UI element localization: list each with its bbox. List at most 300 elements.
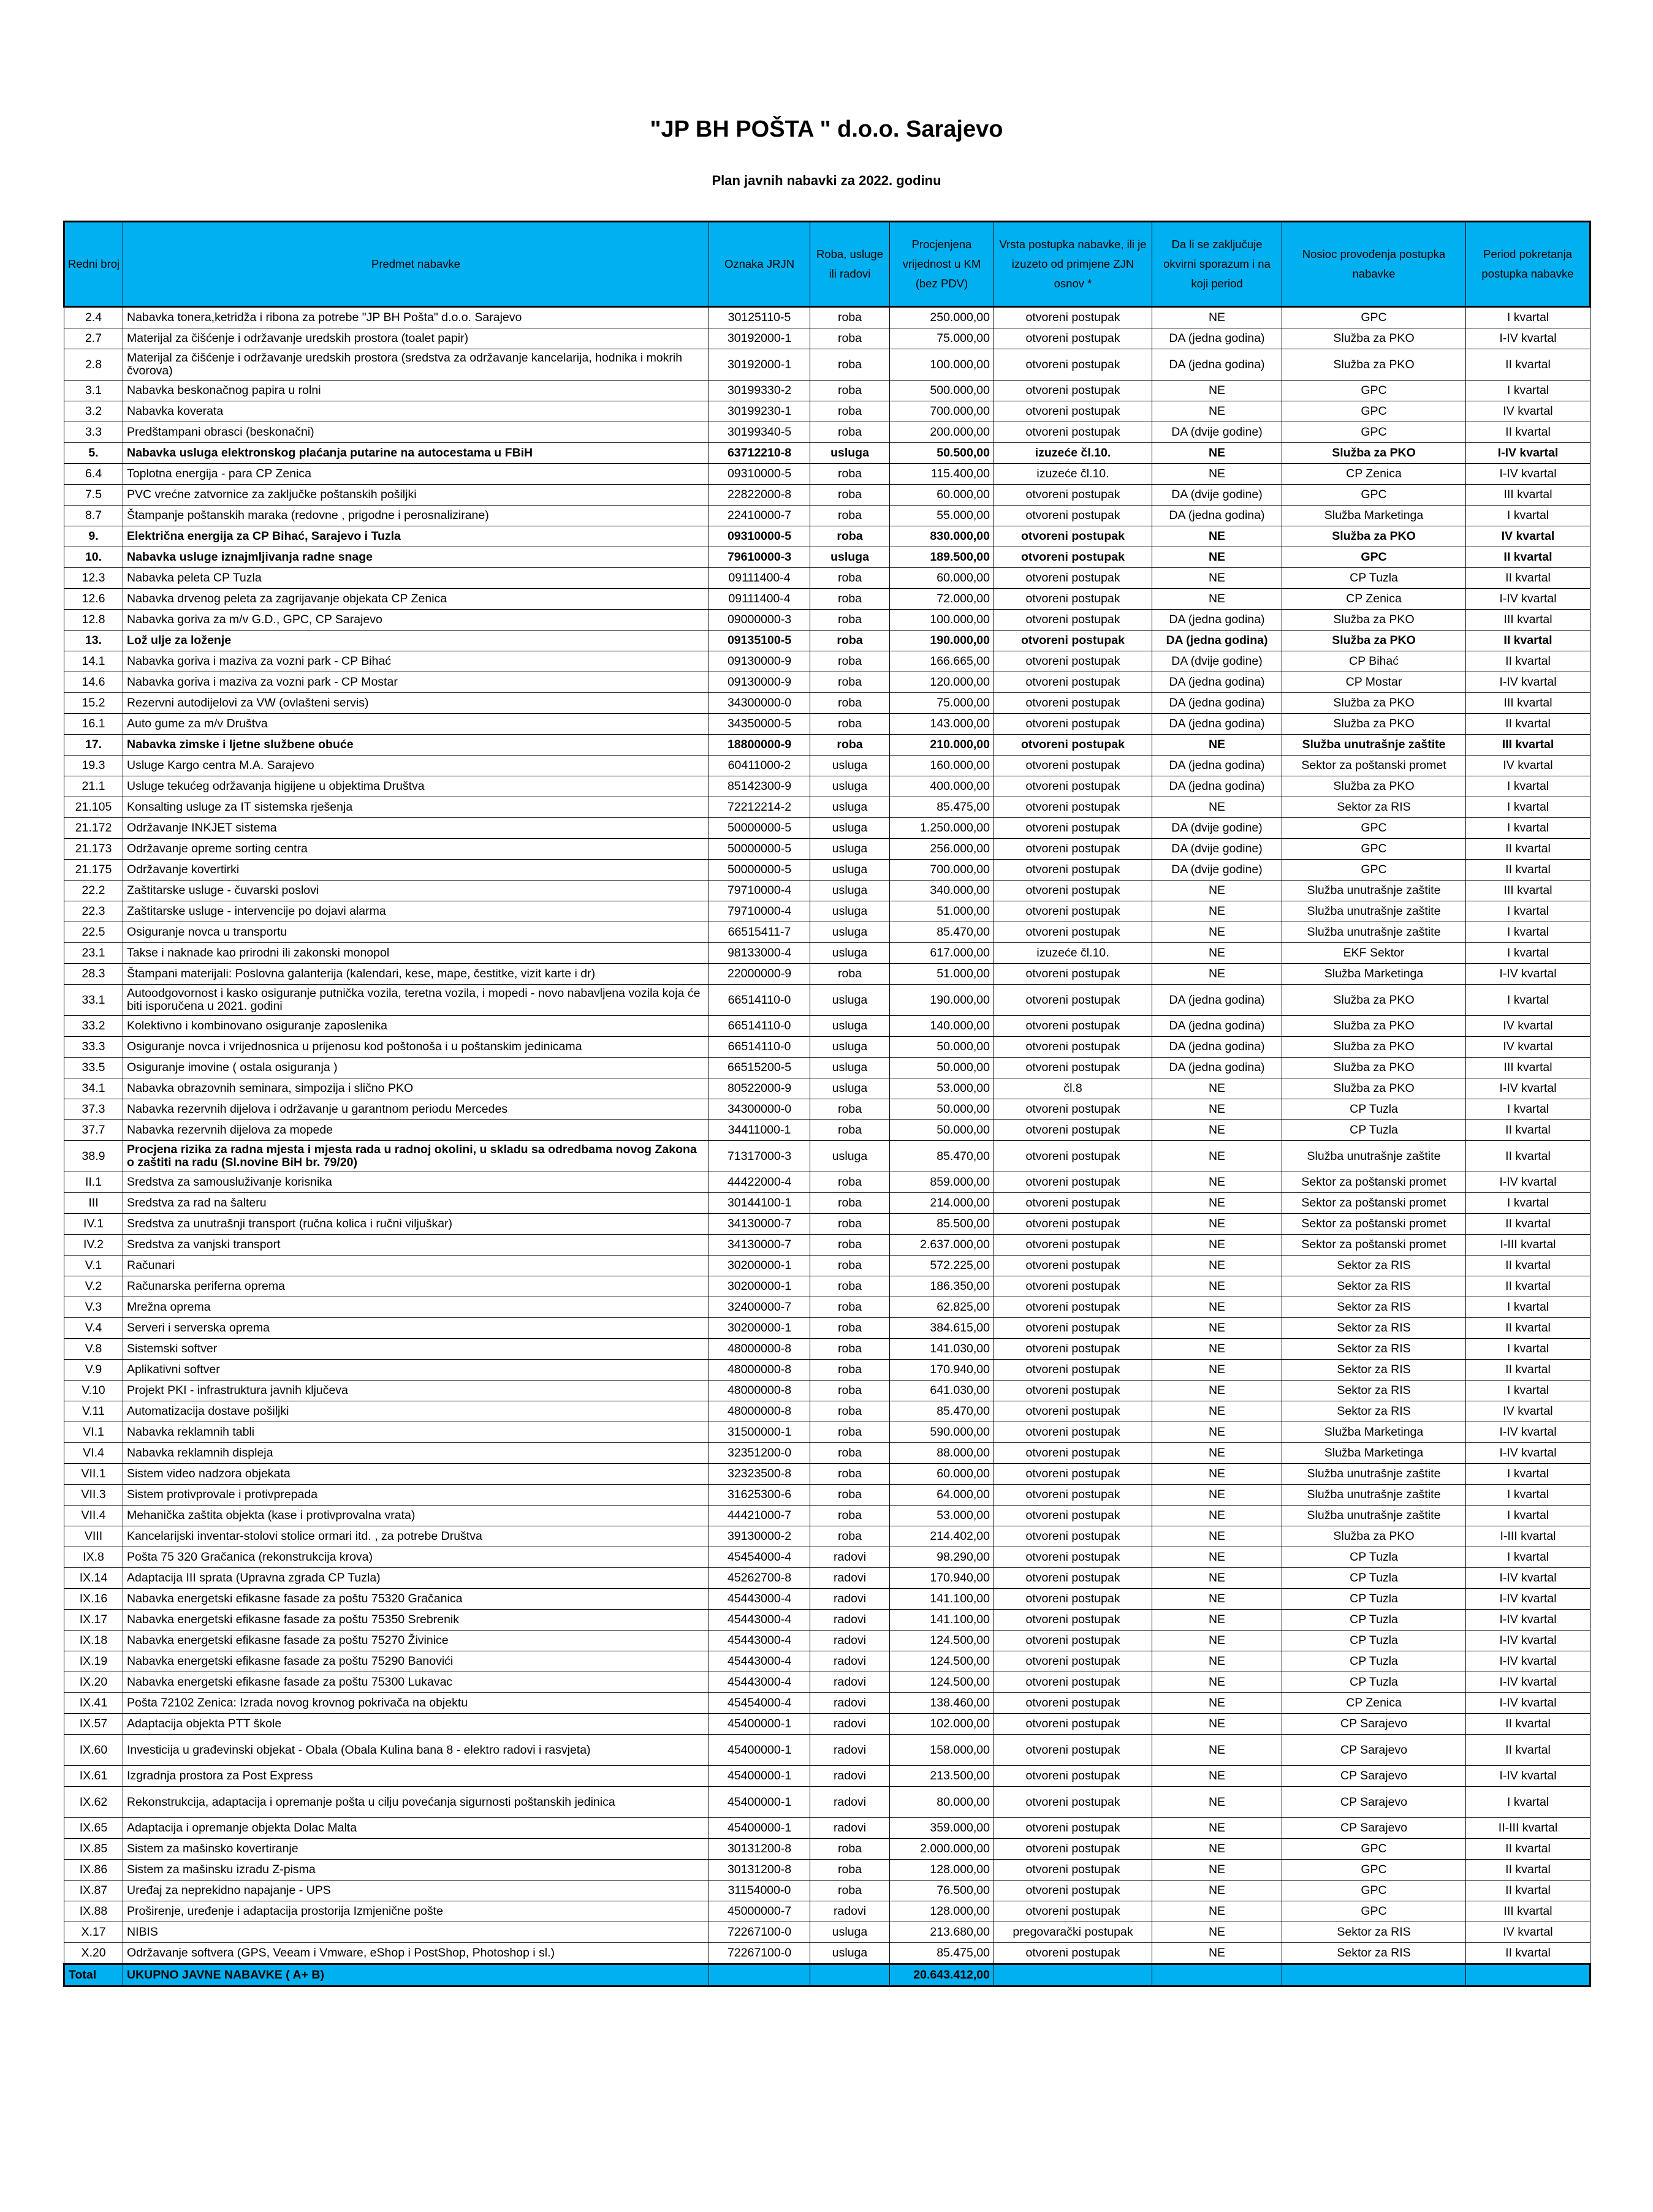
table-row xyxy=(64,1016,1590,1037)
cell-oznaka-jrjn: 09135100-5 xyxy=(709,631,810,651)
cell-period-pokretanja: II kvartal xyxy=(1466,631,1590,651)
cell-procjenjena-vrijednost: 2.000.000,00 xyxy=(890,1839,994,1860)
cell-period-pokretanja: I kvartal xyxy=(1466,901,1590,922)
cell-period-pokretanja: I kvartal xyxy=(1466,1464,1590,1485)
header-procjenjena-vrijednost: Procjenjena vrijednost u KM (bez PDV) xyxy=(890,222,994,307)
cell-predmet-nabavke: Procjena rizika za radna mjesta i mjesta rada u radnoj okolini, u skladu sa odredbama novog Zakona o zaštiti na radu (Sl.novine BiH br. 79/20) xyxy=(123,1141,709,1172)
cell-vrsta-postupka: otvoreni postupak xyxy=(994,1526,1152,1547)
cell-vrsta-robe: radovi xyxy=(810,1901,890,1922)
cell-okvirni-sporazum: NE xyxy=(1152,568,1282,589)
cell-predmet-nabavke: Adaptacija i opremanje objekta Dolac Malta xyxy=(123,1818,709,1839)
table-row xyxy=(64,1193,1590,1214)
cell-okvirni-sporazum: NE xyxy=(1152,1766,1282,1787)
cell-period-pokretanja: I kvartal xyxy=(1466,1297,1590,1318)
cell-oznaka-jrjn: 85142300-9 xyxy=(709,776,810,797)
cell-vrsta-robe: roba xyxy=(810,1422,890,1443)
cell-period-pokretanja: III kvartal xyxy=(1466,610,1590,631)
cell-nosioc-postupka: Služba Marketinga xyxy=(1282,1422,1466,1443)
cell-vrsta-robe: usluga xyxy=(810,1141,890,1172)
cell-redni-broj: 21.175 xyxy=(64,860,123,881)
cell-nosioc-postupka: Sektor za RIS xyxy=(1282,1943,1466,1964)
cell-predmet-nabavke: Usluge tekućeg održavanja higijene u objektima Društva xyxy=(123,776,709,797)
cell-nosioc-postupka: Služba unutrašnje zaštite xyxy=(1282,1506,1466,1526)
cell-vrsta-robe: roba xyxy=(810,506,890,526)
cell-redni-broj: 14.1 xyxy=(64,651,123,672)
cell-vrsta-postupka: otvoreni postupak xyxy=(994,797,1152,818)
cell-vrsta-robe: radovi xyxy=(810,1547,890,1568)
cell-oznaka-jrjn: 34130000-7 xyxy=(709,1235,810,1256)
cell-vrsta-robe: roba xyxy=(810,589,890,610)
cell-period-pokretanja: I kvartal xyxy=(1466,1506,1590,1526)
table-row xyxy=(64,381,1590,401)
cell-redni-broj: IX.60 xyxy=(64,1735,123,1766)
cell-period-pokretanja: I-IV kvartal xyxy=(1466,1568,1590,1589)
cell-okvirni-sporazum: DA (dvije godine) xyxy=(1152,839,1282,860)
cell-procjenjena-vrijednost: 50.000,00 xyxy=(890,1037,994,1058)
cell-vrsta-robe: usluga xyxy=(810,881,890,901)
table-row xyxy=(64,1818,1590,1839)
table-body xyxy=(64,307,1590,1964)
cell-nosioc-postupka: Služba za PKO xyxy=(1282,1058,1466,1078)
cell-okvirni-sporazum: NE xyxy=(1152,964,1282,985)
header-okvirni-sporazum: Da li se zaključuje okvirni sporazum i na koji period xyxy=(1152,222,1282,307)
cell-nosioc-postupka: Služba za PKO xyxy=(1282,631,1466,651)
cell-nosioc-postupka: CP Tuzla xyxy=(1282,1547,1466,1568)
cell-vrsta-robe: roba xyxy=(810,1235,890,1256)
cell-vrsta-postupka: otvoreni postupak xyxy=(994,1297,1152,1318)
cell-period-pokretanja: II kvartal xyxy=(1466,1256,1590,1276)
document-subtitle: Plan javnih nabavki za 2022. godinu xyxy=(712,173,941,188)
cell-nosioc-postupka: Sektor za RIS xyxy=(1282,1256,1466,1276)
cell-redni-broj: IX.20 xyxy=(64,1672,123,1693)
cell-period-pokretanja: I-IV kvartal xyxy=(1466,1443,1590,1464)
cell-redni-broj: V.4 xyxy=(64,1318,123,1339)
table-row xyxy=(64,485,1590,506)
table-row xyxy=(64,1422,1590,1443)
table-row xyxy=(64,631,1590,651)
cell-vrsta-robe: roba xyxy=(810,714,890,735)
table-row xyxy=(64,526,1590,547)
cell-procjenjena-vrijednost: 51.000,00 xyxy=(890,964,994,985)
cell-oznaka-jrjn: 45262700-8 xyxy=(709,1568,810,1589)
cell-nosioc-postupka: Sektor za poštanski promet xyxy=(1282,1193,1466,1214)
cell-period-pokretanja: IV kvartal xyxy=(1466,1016,1590,1037)
cell-procjenjena-vrijednost: 120.000,00 xyxy=(890,672,994,693)
cell-vrsta-robe: usluga xyxy=(810,547,890,568)
table-row xyxy=(64,1787,1590,1818)
cell-predmet-nabavke: Nabavka obrazovnih seminara, simpozija i slično PKO xyxy=(123,1078,709,1099)
cell-procjenjena-vrijednost: 617.000,00 xyxy=(890,943,994,964)
cell-vrsta-postupka: otvoreni postupak xyxy=(994,1214,1152,1235)
cell-vrsta-robe: roba xyxy=(810,464,890,485)
cell-vrsta-robe: usluga xyxy=(810,860,890,881)
cell-nosioc-postupka: CP Tuzla xyxy=(1282,1631,1466,1651)
cell-okvirni-sporazum: NE xyxy=(1152,526,1282,547)
cell-vrsta-robe: usluga xyxy=(810,943,890,964)
cell-vrsta-postupka: otvoreni postupak xyxy=(994,631,1152,651)
cell-predmet-nabavke: Nabavka energetski efikasne fasade za poštu 75270 Živinice xyxy=(123,1631,709,1651)
cell-procjenjena-vrijednost: 50.500,00 xyxy=(890,443,994,464)
table-row xyxy=(64,1297,1590,1318)
cell-period-pokretanja: IV kvartal xyxy=(1466,526,1590,547)
cell-predmet-nabavke: Nabavka goriva i maziva za vozni park - CP Mostar xyxy=(123,672,709,693)
cell-nosioc-postupka: Služba unutrašnje zaštite xyxy=(1282,1141,1466,1172)
cell-procjenjena-vrijednost: 124.500,00 xyxy=(890,1631,994,1651)
cell-redni-broj: V.9 xyxy=(64,1360,123,1381)
cell-okvirni-sporazum: NE xyxy=(1152,1360,1282,1381)
cell-okvirni-sporazum: DA (jedna godina) xyxy=(1152,672,1282,693)
cell-oznaka-jrjn: 45400000-1 xyxy=(709,1766,810,1787)
table-row xyxy=(64,401,1590,422)
cell-period-pokretanja: II kvartal xyxy=(1466,1735,1590,1766)
cell-redni-broj: V.8 xyxy=(64,1339,123,1360)
cell-vrsta-postupka: otvoreni postupak xyxy=(994,776,1152,797)
cell-procjenjena-vrijednost: 50.000,00 xyxy=(890,1099,994,1120)
cell-oznaka-jrjn: 79710000-4 xyxy=(709,881,810,901)
table-row xyxy=(64,589,1590,610)
cell-vrsta-robe: usluga xyxy=(810,818,890,839)
table-row xyxy=(64,1485,1590,1506)
cell-vrsta-postupka: otvoreni postupak xyxy=(994,328,1152,349)
cell-period-pokretanja: IV kvartal xyxy=(1466,401,1590,422)
cell-redni-broj: IX.8 xyxy=(64,1547,123,1568)
cell-procjenjena-vrijednost: 400.000,00 xyxy=(890,776,994,797)
cell-nosioc-postupka: CP Zenica xyxy=(1282,589,1466,610)
cell-oznaka-jrjn: 45443000-4 xyxy=(709,1610,810,1631)
cell-okvirni-sporazum: NE xyxy=(1152,1318,1282,1339)
cell-redni-broj: 17. xyxy=(64,735,123,756)
cell-predmet-nabavke: Sistem za mašinsku izradu Z-pisma xyxy=(123,1860,709,1881)
cell-oznaka-jrjn: 45400000-1 xyxy=(709,1818,810,1839)
cell-predmet-nabavke: Takse i naknade kao prirodni ili zakonski monopol xyxy=(123,943,709,964)
cell-oznaka-jrjn: 45400000-1 xyxy=(709,1787,810,1818)
cell-vrsta-postupka: otvoreni postupak xyxy=(994,1672,1152,1693)
cell-predmet-nabavke: Nabavka rezervnih dijelova i održavanje u garantnom periodu Mercedes xyxy=(123,1099,709,1120)
cell-procjenjena-vrijednost: 75.000,00 xyxy=(890,693,994,714)
cell-procjenjena-vrijednost: 189.500,00 xyxy=(890,547,994,568)
cell-vrsta-robe: roba xyxy=(810,1401,890,1422)
cell-vrsta-robe: radovi xyxy=(810,1610,890,1631)
cell-oznaka-jrjn: 80522000-9 xyxy=(709,1078,810,1099)
cell-period-pokretanja: I kvartal xyxy=(1466,1787,1590,1818)
cell-vrsta-robe: roba xyxy=(810,1193,890,1214)
cell-vrsta-robe: radovi xyxy=(810,1651,890,1672)
cell-okvirni-sporazum: NE xyxy=(1152,1506,1282,1526)
cell-predmet-nabavke: Nabavka rezervnih dijelova za mopede xyxy=(123,1120,709,1141)
cell-predmet-nabavke: Nabavka reklamnih displeja xyxy=(123,1443,709,1464)
cell-period-pokretanja: I-IV kvartal xyxy=(1466,1078,1590,1099)
cell-okvirni-sporazum: NE xyxy=(1152,881,1282,901)
cell-oznaka-jrjn: 45443000-4 xyxy=(709,1672,810,1693)
table-row xyxy=(64,1464,1590,1485)
cell-redni-broj: IX.19 xyxy=(64,1651,123,1672)
cell-vrsta-robe: roba xyxy=(810,1881,890,1901)
cell-vrsta-postupka: otvoreni postupak xyxy=(994,1881,1152,1901)
cell-predmet-nabavke: Sistem protivprovale i protivprepada xyxy=(123,1485,709,1506)
cell-vrsta-robe: usluga xyxy=(810,756,890,776)
cell-okvirni-sporazum: NE xyxy=(1152,1818,1282,1839)
cell-redni-broj: 22.2 xyxy=(64,881,123,901)
cell-redni-broj: 8.7 xyxy=(64,506,123,526)
cell-oznaka-jrjn: 44421000-7 xyxy=(709,1506,810,1526)
cell-redni-broj: IX.61 xyxy=(64,1766,123,1787)
cell-okvirni-sporazum: DA (jedna godina) xyxy=(1152,714,1282,735)
cell-vrsta-postupka: otvoreni postupak xyxy=(994,672,1152,693)
cell-procjenjena-vrijednost: 138.460,00 xyxy=(890,1693,994,1714)
cell-period-pokretanja: I-IV kvartal xyxy=(1466,1631,1590,1651)
cell-oznaka-jrjn: 39130000-2 xyxy=(709,1526,810,1547)
cell-vrsta-postupka: otvoreni postupak xyxy=(994,735,1152,756)
cell-okvirni-sporazum: NE xyxy=(1152,401,1282,422)
cell-procjenjena-vrijednost: 256.000,00 xyxy=(890,839,994,860)
cell-nosioc-postupka: GPC xyxy=(1282,1901,1466,1922)
table-row xyxy=(64,1839,1590,1860)
cell-okvirni-sporazum: DA (dvije godine) xyxy=(1152,860,1282,881)
total-subject: UKUPNO JAVNE NABAVKE ( A+ B) xyxy=(123,1964,709,1987)
cell-nosioc-postupka: Sektor za RIS xyxy=(1282,1276,1466,1297)
cell-procjenjena-vrijednost: 51.000,00 xyxy=(890,901,994,922)
cell-vrsta-robe: roba xyxy=(810,401,890,422)
cell-nosioc-postupka: CP Tuzla xyxy=(1282,568,1466,589)
cell-vrsta-robe: roba xyxy=(810,485,890,506)
cell-okvirni-sporazum: DA (jedna godina) xyxy=(1152,349,1282,381)
cell-redni-broj: 12.3 xyxy=(64,568,123,589)
cell-procjenjena-vrijednost: 80.000,00 xyxy=(890,1787,994,1818)
cell-period-pokretanja: I kvartal xyxy=(1466,1381,1590,1401)
table-row xyxy=(64,1547,1590,1568)
cell-period-pokretanja: II kvartal xyxy=(1466,1360,1590,1381)
table-row xyxy=(64,860,1590,881)
table-row xyxy=(64,964,1590,985)
table-row xyxy=(64,1568,1590,1589)
cell-nosioc-postupka: Sektor za RIS xyxy=(1282,1922,1466,1943)
cell-oznaka-jrjn: 66514110-0 xyxy=(709,1037,810,1058)
cell-period-pokretanja: II kvartal xyxy=(1466,349,1590,381)
cell-vrsta-robe: roba xyxy=(810,1839,890,1860)
cell-period-pokretanja: I-IV kvartal xyxy=(1466,1766,1590,1787)
cell-period-pokretanja: I kvartal xyxy=(1466,797,1590,818)
cell-vrsta-postupka: otvoreni postupak xyxy=(994,1693,1152,1714)
cell-oznaka-jrjn: 34300000-0 xyxy=(709,693,810,714)
cell-okvirni-sporazum: NE xyxy=(1152,1193,1282,1214)
cell-oznaka-jrjn: 30200000-1 xyxy=(709,1276,810,1297)
cell-okvirni-sporazum: NE xyxy=(1152,1235,1282,1256)
cell-predmet-nabavke: Nabavka energetski efikasne fasade za poštu 75290 Banovići xyxy=(123,1651,709,1672)
cell-oznaka-jrjn: 22822000-8 xyxy=(709,485,810,506)
total-empty-cell xyxy=(810,1964,890,1987)
cell-okvirni-sporazum: NE xyxy=(1152,381,1282,401)
cell-oznaka-jrjn: 66514110-0 xyxy=(709,1016,810,1037)
cell-predmet-nabavke: Računarska periferna oprema xyxy=(123,1276,709,1297)
cell-okvirni-sporazum: DA (jedna godina) xyxy=(1152,1016,1282,1037)
cell-period-pokretanja: I-IV kvartal xyxy=(1466,1672,1590,1693)
cell-predmet-nabavke: Proširenje, uređenje i adaptacija prostorija Izmjenične pošte xyxy=(123,1901,709,1922)
table-row xyxy=(64,1881,1590,1901)
cell-vrsta-robe: roba xyxy=(810,1526,890,1547)
cell-predmet-nabavke: Lož ulje za loženje xyxy=(123,631,709,651)
cell-nosioc-postupka: GPC xyxy=(1282,422,1466,443)
cell-vrsta-robe: roba xyxy=(810,1360,890,1381)
cell-nosioc-postupka: CP Tuzla xyxy=(1282,1651,1466,1672)
cell-vrsta-robe: usluga xyxy=(810,922,890,943)
cell-oznaka-jrjn: 30200000-1 xyxy=(709,1256,810,1276)
cell-vrsta-robe: roba xyxy=(810,1339,890,1360)
cell-period-pokretanja: I kvartal xyxy=(1466,943,1590,964)
cell-nosioc-postupka: Sektor za poštanski promet xyxy=(1282,756,1466,776)
cell-period-pokretanja: IV kvartal xyxy=(1466,1037,1590,1058)
cell-redni-broj: V.10 xyxy=(64,1381,123,1401)
total-empty-cell xyxy=(994,1964,1152,1987)
cell-nosioc-postupka: EKF Sektor xyxy=(1282,943,1466,964)
cell-oznaka-jrjn: 34350000-5 xyxy=(709,714,810,735)
cell-okvirni-sporazum: NE xyxy=(1152,1714,1282,1735)
cell-vrsta-postupka: otvoreni postupak xyxy=(994,1714,1152,1735)
cell-period-pokretanja: IV kvartal xyxy=(1466,1401,1590,1422)
cell-nosioc-postupka: CP Tuzla xyxy=(1282,1610,1466,1631)
table-row xyxy=(64,1360,1590,1381)
cell-redni-broj: 37.3 xyxy=(64,1099,123,1120)
cell-predmet-nabavke: Sredstva za unutrašnji transport (ručna kolica i ručni viljuškar) xyxy=(123,1214,709,1235)
cell-nosioc-postupka: Sektor za RIS xyxy=(1282,1339,1466,1360)
cell-procjenjena-vrijednost: 55.000,00 xyxy=(890,506,994,526)
cell-predmet-nabavke: Održavanje INKJET sistema xyxy=(123,818,709,839)
cell-predmet-nabavke: Sredstva za rad na šalteru xyxy=(123,1193,709,1214)
cell-period-pokretanja: I kvartal xyxy=(1466,307,1590,328)
cell-oznaka-jrjn: 22410000-7 xyxy=(709,506,810,526)
cell-predmet-nabavke: Izgradnja prostora za Post Express xyxy=(123,1766,709,1787)
header-roba-usluge-radovi: Roba, usluge ili radovi xyxy=(810,222,890,307)
cell-procjenjena-vrijednost: 62.825,00 xyxy=(890,1297,994,1318)
cell-okvirni-sporazum: NE xyxy=(1152,1214,1282,1235)
cell-period-pokretanja: I kvartal xyxy=(1466,818,1590,839)
cell-vrsta-robe: roba xyxy=(810,693,890,714)
cell-period-pokretanja: III kvartal xyxy=(1466,485,1590,506)
cell-vrsta-postupka: otvoreni postupak xyxy=(994,1860,1152,1881)
cell-okvirni-sporazum: NE xyxy=(1152,1943,1282,1964)
cell-redni-broj: IX.86 xyxy=(64,1860,123,1881)
cell-nosioc-postupka: CP Zenica xyxy=(1282,464,1466,485)
cell-procjenjena-vrijednost: 141.030,00 xyxy=(890,1339,994,1360)
table-row xyxy=(64,1339,1590,1360)
cell-period-pokretanja: II kvartal xyxy=(1466,547,1590,568)
cell-redni-broj: 33.2 xyxy=(64,1016,123,1037)
cell-predmet-nabavke: Osiguranje imovine ( ostala osiguranja ) xyxy=(123,1058,709,1078)
cell-predmet-nabavke: Nabavka koverata xyxy=(123,401,709,422)
table-header-row xyxy=(64,222,1590,307)
cell-procjenjena-vrijednost: 143.000,00 xyxy=(890,714,994,735)
cell-vrsta-postupka: otvoreni postupak xyxy=(994,1568,1152,1589)
cell-vrsta-robe: roba xyxy=(810,1099,890,1120)
cell-oznaka-jrjn: 48000000-8 xyxy=(709,1381,810,1401)
table-row xyxy=(64,1589,1590,1610)
cell-procjenjena-vrijednost: 53.000,00 xyxy=(890,1078,994,1099)
cell-okvirni-sporazum: NE xyxy=(1152,1922,1282,1943)
cell-procjenjena-vrijednost: 572.225,00 xyxy=(890,1256,994,1276)
cell-period-pokretanja: II kvartal xyxy=(1466,860,1590,881)
cell-vrsta-robe: radovi xyxy=(810,1818,890,1839)
cell-period-pokretanja: IV kvartal xyxy=(1466,756,1590,776)
cell-nosioc-postupka: CP Sarajevo xyxy=(1282,1766,1466,1787)
cell-procjenjena-vrijednost: 85.475,00 xyxy=(890,797,994,818)
cell-redni-broj: X.20 xyxy=(64,1943,123,1964)
cell-procjenjena-vrijednost: 115.400,00 xyxy=(890,464,994,485)
cell-vrsta-robe: roba xyxy=(810,1443,890,1464)
table-row xyxy=(64,464,1590,485)
cell-vrsta-robe: roba xyxy=(810,1120,890,1141)
cell-oznaka-jrjn: 34411000-1 xyxy=(709,1120,810,1141)
cell-okvirni-sporazum: NE xyxy=(1152,1141,1282,1172)
cell-redni-broj: 22.3 xyxy=(64,901,123,922)
cell-redni-broj: IX.85 xyxy=(64,1839,123,1860)
cell-vrsta-robe: radovi xyxy=(810,1735,890,1766)
cell-procjenjena-vrijednost: 200.000,00 xyxy=(890,422,994,443)
cell-vrsta-robe: roba xyxy=(810,610,890,631)
cell-oznaka-jrjn: 09310000-5 xyxy=(709,464,810,485)
cell-period-pokretanja: III kvartal xyxy=(1466,1901,1590,1922)
cell-redni-broj: 22.5 xyxy=(64,922,123,943)
cell-oznaka-jrjn: 32351200-0 xyxy=(709,1443,810,1464)
cell-predmet-nabavke: Investicija u građevinski objekat - Obala (Obala Kulina bana 8 - elektro radovi i rasvjeta) xyxy=(123,1735,709,1766)
cell-predmet-nabavke: Mrežna oprema xyxy=(123,1297,709,1318)
cell-procjenjena-vrijednost: 124.500,00 xyxy=(890,1651,994,1672)
cell-period-pokretanja: II kvartal xyxy=(1466,1714,1590,1735)
cell-redni-broj: 3.2 xyxy=(64,401,123,422)
cell-period-pokretanja: II kvartal xyxy=(1466,1214,1590,1235)
cell-vrsta-postupka: otvoreni postupak xyxy=(994,1339,1152,1360)
cell-procjenjena-vrijednost: 641.030,00 xyxy=(890,1381,994,1401)
cell-nosioc-postupka: GPC xyxy=(1282,860,1466,881)
cell-vrsta-robe: roba xyxy=(810,349,890,381)
table-row xyxy=(64,839,1590,860)
table-row xyxy=(64,1943,1590,1964)
cell-vrsta-postupka: otvoreni postupak xyxy=(994,1787,1152,1818)
document-title: "JP BH POŠTA " d.o.o. Sarajevo xyxy=(650,116,1003,142)
cell-oznaka-jrjn: 72267100-0 xyxy=(709,1943,810,1964)
cell-oznaka-jrjn: 31154000-0 xyxy=(709,1881,810,1901)
cell-vrsta-robe: roba xyxy=(810,526,890,547)
procurement-table xyxy=(63,221,1591,1987)
cell-vrsta-robe: usluga xyxy=(810,1922,890,1943)
cell-nosioc-postupka: Sektor za RIS xyxy=(1282,1318,1466,1339)
cell-vrsta-robe: usluga xyxy=(810,1016,890,1037)
cell-nosioc-postupka: GPC xyxy=(1282,547,1466,568)
cell-vrsta-postupka: čl.8 xyxy=(994,1078,1152,1099)
cell-vrsta-postupka: otvoreni postupak xyxy=(994,589,1152,610)
cell-okvirni-sporazum: DA (jedna godina) xyxy=(1152,631,1282,651)
cell-okvirni-sporazum: DA (dvije godine) xyxy=(1152,485,1282,506)
cell-redni-broj: IV.1 xyxy=(64,1214,123,1235)
cell-vrsta-robe: roba xyxy=(810,1464,890,1485)
table-row xyxy=(64,443,1590,464)
cell-redni-broj: 21.1 xyxy=(64,776,123,797)
cell-okvirni-sporazum: NE xyxy=(1152,1256,1282,1276)
cell-procjenjena-vrijednost: 50.000,00 xyxy=(890,1058,994,1078)
cell-oznaka-jrjn: 45000000-7 xyxy=(709,1901,810,1922)
cell-predmet-nabavke: Održavanje softvera (GPS, Veeam i Vmware, eShop i PostShop, Photoshop i sl.) xyxy=(123,1943,709,1964)
cell-period-pokretanja: I-IV kvartal xyxy=(1466,1422,1590,1443)
cell-okvirni-sporazum: NE xyxy=(1152,1672,1282,1693)
cell-predmet-nabavke: Autoodgovornost i kasko osiguranje putnička vozila, teretna vozila, i mopedi - novo nabavljena vozila koja će biti isporučena u 2021. godini xyxy=(123,985,709,1016)
cell-redni-broj: 12.6 xyxy=(64,589,123,610)
cell-nosioc-postupka: Služba unutrašnje zaštite xyxy=(1282,1464,1466,1485)
cell-nosioc-postupka: CP Tuzla xyxy=(1282,1568,1466,1589)
cell-period-pokretanja: I kvartal xyxy=(1466,776,1590,797)
cell-okvirni-sporazum: NE xyxy=(1152,1401,1282,1422)
cell-oznaka-jrjn: 45443000-4 xyxy=(709,1589,810,1610)
cell-period-pokretanja: II kvartal xyxy=(1466,839,1590,860)
cell-procjenjena-vrijednost: 2.637.000,00 xyxy=(890,1235,994,1256)
cell-oznaka-jrjn: 32323500-8 xyxy=(709,1464,810,1485)
